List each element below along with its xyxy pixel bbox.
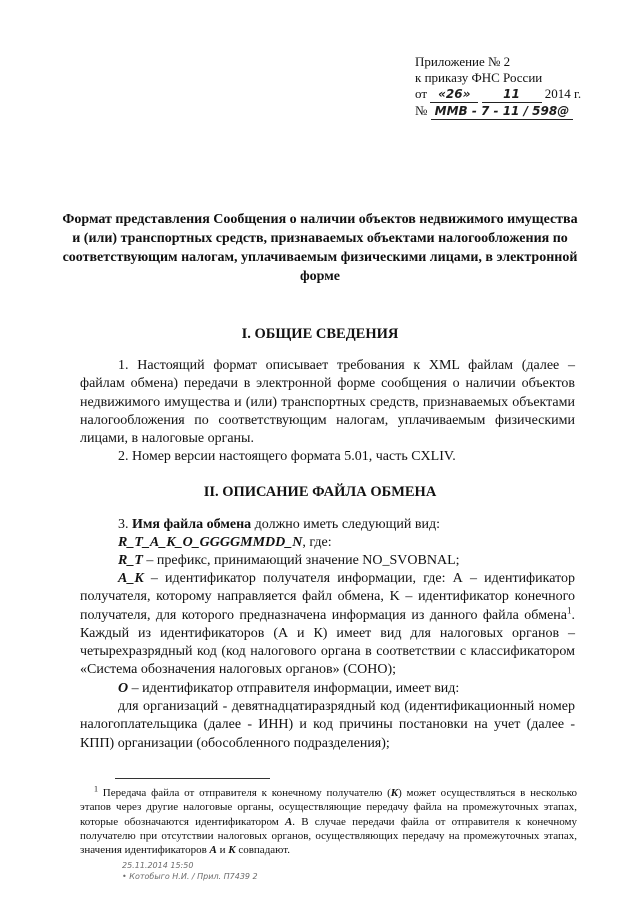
prefix-description <box>80 552 575 570</box>
stamp-line-2: • Котобыго Н.И. / Прил. П7439 2 <box>122 872 258 881</box>
footnote-a-2: A <box>209 844 217 857</box>
paragraph-3-number: 3. <box>118 517 129 532</box>
appendix-no-prefix: № <box>415 103 428 118</box>
stamp-line-1: 25.11.2014 15:50 <box>122 861 194 870</box>
appendix-from-prefix: от <box>415 86 428 101</box>
footnote-k-1: K <box>390 787 399 799</box>
appendix-month: 11 <box>482 86 542 103</box>
filename-pattern-line <box>80 534 575 552</box>
prefix-text: – префикс, принимающий значение NO_SVOBNAL; <box>146 553 460 568</box>
filename-pattern: R_T_A_K_O_GGGGMMDD_N <box>118 535 303 550</box>
sender-description <box>80 680 575 698</box>
footnote-text-5: совпадают. <box>235 844 290 857</box>
appendix-year: 2014 г. <box>544 86 582 101</box>
footnote-text-1: Передача файла от отправителя к конечному получателю ( <box>102 787 391 799</box>
filename-term: Имя файла обмена <box>132 517 252 532</box>
organization-description: для организаций - девятнадцатиразрядный код (идентификационный номер налогоплательщика (далее - ИНН) и код причины постановки на учет (далее - КПП) организации (обособленного подразделения); <box>80 699 575 751</box>
recipient-description <box>80 570 575 680</box>
recipient-text: – идентификатор получателя информации, где: А – идентификатор получателя, которому направляется файл обмена, K – идентификатор конечного получателя, для которого предназначена информация из данного файла обмена <box>80 571 575 623</box>
paragraph-3-rest: должно иметь следующий вид: <box>254 517 441 532</box>
sender-label: O <box>118 681 129 696</box>
document-title: Формат представления Сообщения о наличии объектов недвижимого имущества и (или) транспортных средств, признаваемых объектами налогообложения по соответствующим налогам, уплачиваемым физическими лицами, в электронной форме <box>62 212 578 284</box>
paragraph-1: 1. Настоящий формат описывает требования к XML файлам (далее – файлам обмена) передачи в электронной форме сообщения о наличии объектов недвижимого имущества и (или) транспортных средств, признаваемых объектами налогообложения по соответствующим налогам, уплачиваемым физическими лицами, в налоговые органы. <box>80 358 575 447</box>
appendix-line-1: Приложение № 2 <box>415 54 511 69</box>
paragraph-2: 2. Номер версии настоящего формата 5.01, часть CXLIV. <box>118 449 456 464</box>
footnote-text-4: и <box>216 844 229 857</box>
footnote-a-1: A <box>284 815 293 828</box>
paragraph-3 <box>80 516 575 534</box>
section-1-heading: I. ОБЩИЕ СВЕДЕНИЯ <box>241 326 399 342</box>
recipient-label: A_K <box>118 571 144 586</box>
appendix-date-line <box>415 86 581 103</box>
appendix-number-line <box>415 103 581 120</box>
sender-text: – идентификатор отправителя информации, имеет вид: <box>131 681 460 696</box>
footnote-divider <box>115 778 270 779</box>
footnote-text-2: ) может осуществляться в несколько этапов через другие налоговые органы, осуществляющие передачу файла на промежуточных этапах, которые обозначаются идентификатором <box>80 787 577 828</box>
appendix-number: ММВ - 7 - 11 / 598@ <box>431 103 574 120</box>
section-2-heading: II. ОПИСАНИЕ ФАЙЛА ОБМЕНА <box>203 484 437 500</box>
appendix-header <box>415 54 581 120</box>
footnote-text-3: . В случае передачи файла от отправителя к конечному получателю при отсутствии налоговых органов, осуществляющих передачу на промежуточных этапах, значения идентификаторов <box>80 815 577 857</box>
footnote-mark: 1 <box>94 784 98 794</box>
prefix-label: R_T <box>118 553 143 568</box>
footnote-k-2: K <box>228 844 236 857</box>
filename-pattern-suffix: , где: <box>302 535 332 550</box>
appendix-line-2: к приказу ФНС России <box>415 70 543 85</box>
footnote-ref: 1 <box>567 604 572 615</box>
appendix-day: «26» <box>430 86 478 103</box>
recipient-text-2: . Каждый из идентификаторов (А и К) имеет вид для налоговых органов – четырехразрядный код (код налогового органа в соответствии с классификатором «Система обозначения налоговых органов» (СОНО); <box>80 607 575 678</box>
footnote <box>80 786 577 857</box>
registry-stamp <box>122 860 258 882</box>
